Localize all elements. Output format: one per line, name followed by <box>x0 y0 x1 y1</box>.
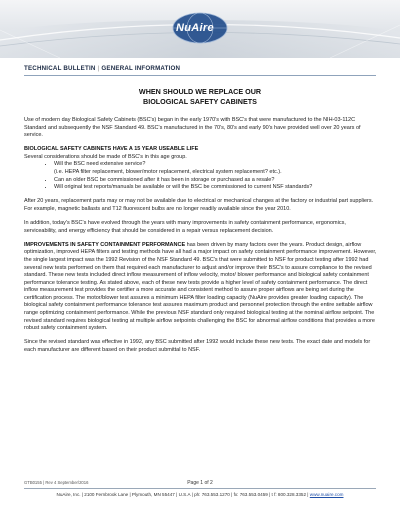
consideration-list <box>24 161 378 191</box>
improvements-paragraph: In addition, today's BSC's have evolved through the years with many improvements in safety containment performance, ergonomics, serviceability, and energy efficiency that should be considered in a repair versus replacement decision. <box>24 220 346 234</box>
header-banner <box>0 0 400 58</box>
bulletin-label <box>24 65 180 72</box>
list-item <box>54 161 378 176</box>
footer-rule <box>24 488 376 489</box>
section-heading-useable-life: BIOLOGICAL SAFETY CABINETS HAVE A 15 YEAR USEABLE LIFE <box>24 146 199 153</box>
website-link[interactable]: www.nuaire.com <box>309 492 344 497</box>
document-title <box>0 87 400 106</box>
list-item: • Will original test reports/manuals be available or will the BSC be commissioned to current NSF standards? <box>54 184 378 192</box>
closing-paragraph: Since the revised standard was effective in 1992, any BSC submitted after 1992 would include these new tests. The exact date and models for each manufacturer are different based on their product submittal to NSF. <box>24 339 371 353</box>
title-line-1: WHEN SHOULD WE REPLACE OUR <box>138 87 262 96</box>
section-heading-containment: IMPROVEMENTS IN SAFETY CONTAINMENT PERFORMANCE <box>24 241 186 248</box>
bulletin-separator: | <box>97 65 100 72</box>
bulletin-category: GENERAL INFORMATION <box>101 65 181 72</box>
footer-contact <box>0 492 400 497</box>
containment-paragraph <box>24 242 378 333</box>
logo-text: NuAire <box>176 22 214 34</box>
list-item-subtext: (i.e. HEPA filter replacement, blower/motor replacement, electrical system replacement? etc.). <box>54 169 282 176</box>
intro-paragraph: Use of modern day Biological Safety Cabinets (BSC's) began in the early 1970's with BSC's that were manufactured to the NIH-03-112C Standard and subsequently the NSF Standard 49. BSC's manufactured in the 70's, 80's and early 90's have provided well over 20 years of service. <box>24 117 361 139</box>
list-item-text: Will the BSC need extensive service? <box>54 161 146 168</box>
page-number: Page 1 of 2 <box>187 480 213 486</box>
bulletin-type: TECHNICAL BULLETIN <box>24 65 96 72</box>
section-lead: Several considerations should be made of BSC's in this age group. <box>24 153 187 160</box>
contact-details: NuAire, Inc. | 2100 Fernbrook Lane | Plymouth, MN 55447 | U.S.A | ph: 763.553.1270 | fx: 763.553.0459 | t f: 800.328.3352 | <box>56 492 310 497</box>
containment-text: has been driven by many factors over the years. Product design, airflow optimization, improved HEPA filters and testing methods have all had a major impact on safety containment performance improvement. However, the single largest impact was the 1992 Revision of the NSF Standard 49. BSC's that were submitted to NSF for product testing after 1992 had several new tests performed on them that required each manufacturer to adjust and/or improve their BSC's to assure compliance to the revised standard. These new tests included direct inflow measurement of inflow velocity, motor/ blower performance and biological safety containment performance tolerance testing. As stated above, each of these new tests provide a higher level of safety containment performance. The direct inflow measurement test provides the certifier a more accurate and consistent method to assure proper airflows are being set during the certification process. The motor/blower test assures a minimum HEPA filter loading capacity (NuAire provides greater loading capacity). The biological safety containment performance tolerance test assures maximum product and personnel protection through the entire settable airflow range optimizing containment performance. While the previous NSF standard only required biological testing at the nominal airflow setpoint. The revised standard requires biological testing at multiple airflow setpoints challenging the BSC for abnormal airflow conditions that provides a more robust safety containment system. <box>24 241 377 332</box>
title-line-2: BIOLOGICAL SAFETY CABINETS <box>143 96 257 106</box>
parts-paragraph: After 20 years, replacement parts may or may not be available due to electrical or mechanical changes at the factory or industrial part suppliers. For example, magnetic ballasts and T12 fluorescent bulbs are no longer readily available since the year 2010. <box>24 198 374 212</box>
list-item: • Can an older BSC be commissioned after it has been in storage or purchased as a resale? <box>54 177 378 185</box>
document-body <box>24 117 378 361</box>
header-rule <box>24 75 376 76</box>
document-id: GTB0155 | Rev 4 September/2016 <box>24 480 89 485</box>
